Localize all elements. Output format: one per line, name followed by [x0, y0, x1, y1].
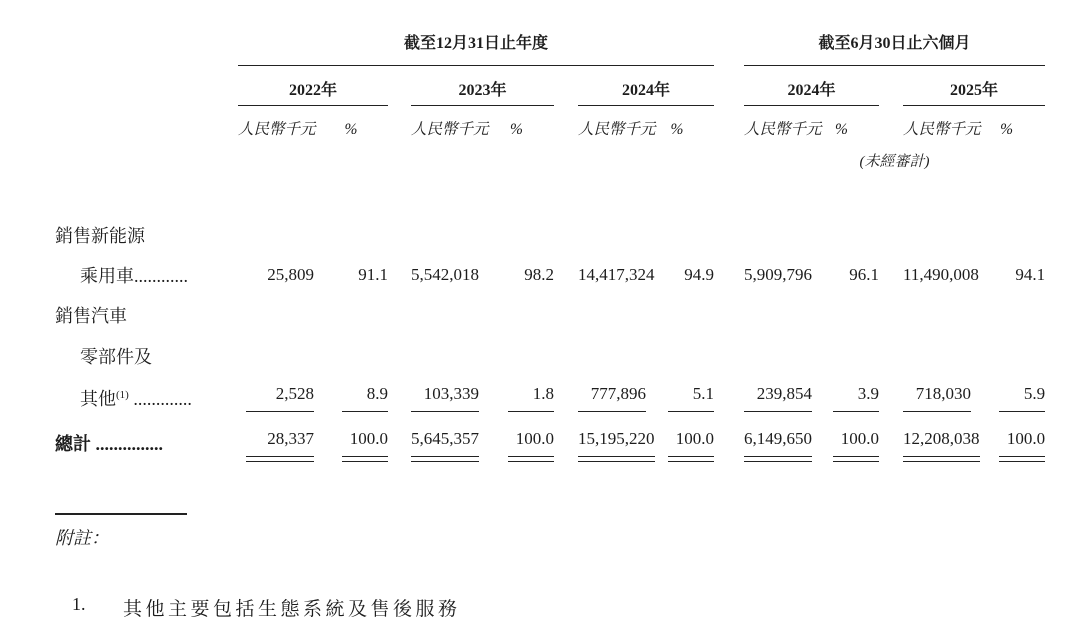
total-percent-2024-interim: 100.0 [804, 419, 879, 467]
amount-cell-2024: 777,896 [578, 377, 640, 419]
unit-pct-2024: % [670, 121, 684, 138]
amount-cell-2023: 5,542,018 [411, 265, 479, 284]
spacer-row [55, 175, 1045, 215]
total-amount-2025-interim: 12,208,038 [903, 419, 968, 467]
amount-cell-2024-interim: 5,909,796 [744, 265, 813, 284]
total-percent-2024: 100.0 [640, 419, 714, 467]
year-header-2024: 2024年 [578, 65, 714, 105]
period-header-annual: 截至12月31日止年度 [238, 20, 714, 65]
percent-cell-2023: 1.8 [479, 377, 554, 419]
table-row [55, 377, 1045, 419]
footnotes-section [55, 513, 1080, 621]
year-header-2022: 2022年 [238, 65, 388, 105]
period-header-row [55, 20, 1045, 65]
percent-cell-2022: 8.9 [314, 377, 388, 419]
total-row [55, 419, 1045, 467]
percent-cell-2024: 94.9 [684, 265, 715, 284]
total-percent-2025-interim: 100.0 [968, 419, 1045, 467]
footnote-number: 1. [72, 594, 86, 614]
total-amount-2024-interim: 6,149,650 [744, 419, 804, 467]
amount-cell-2024-interim: 239,854 [744, 377, 804, 419]
unit-rmb-2024-interim: 人民幣千元 [744, 121, 822, 138]
unit-rmb-2025-interim: 人民幣千元 [903, 121, 981, 138]
footnote-item [72, 594, 1080, 621]
unit-rmb-2023: 人民幣千元 [411, 121, 489, 138]
percent-cell-2025-interim: 5.9 [968, 377, 1045, 419]
table-row [55, 215, 1045, 255]
footnote-text: 其他主要包括生態系統及售後服務 [123, 599, 461, 620]
dot-leader: ............... [91, 434, 163, 454]
total-amount-2024: 15,195,220 [578, 419, 640, 467]
amount-cell-2025-interim: 11,490,008 [903, 265, 979, 284]
percent-cell-2024-interim: 3.9 [804, 377, 879, 419]
amount-cell-2022: 25,809 [267, 265, 314, 284]
row-label-others: 其他$^{(1)}$ ............. [80, 389, 192, 409]
footnotes-heading: 附註： [55, 528, 109, 548]
table-row [55, 335, 1045, 377]
total-amount-2023: 5,645,357 [411, 419, 479, 467]
percent-cell-2023: 98.2 [524, 265, 554, 284]
unit-pct-2024-interim: % [835, 121, 848, 138]
unit-header-row [55, 105, 1045, 145]
note-reference: (1) [116, 389, 129, 401]
row-label-parts-line2: 零部件及 [80, 347, 152, 367]
amount-cell-2025-interim: 718,030 [903, 377, 968, 419]
table-row [55, 295, 1045, 335]
dot-leader: ............ [134, 266, 188, 286]
percent-cell-2022: 91.1 [358, 265, 388, 284]
year-header-2024-interim: 2024年 [744, 65, 879, 105]
percent-cell-2025-interim: 94.1 [1015, 265, 1046, 284]
unit-pct-2025-interim: % [1000, 121, 1013, 138]
unit-rmb-2022: 人民幣千元 [238, 121, 316, 138]
revenue-breakdown-table [55, 20, 1045, 467]
amount-cell-2024: 14,417,324 [578, 265, 655, 284]
table-row [55, 255, 1045, 295]
total-percent-2023: 100.0 [479, 419, 554, 467]
row-label-passenger-vehicles: 乘用車............ [80, 266, 188, 286]
unit-pct-2022: % [344, 121, 358, 138]
unaudited-label: (未經審計) [859, 153, 930, 170]
row-label-auto-sales-line1: 銷售汽車 [55, 306, 127, 326]
percent-cell-2024-interim: 96.1 [849, 265, 880, 284]
amount-cell-2023: 103,339 [411, 377, 479, 419]
percent-cell-2024: 5.1 [640, 377, 714, 419]
row-label-total: 總計 ............... [55, 434, 163, 454]
period-header-interim: 截至6月30日止六個月 [744, 20, 1045, 65]
label-column-spacer [55, 20, 238, 65]
unit-pct-2023: % [510, 121, 523, 138]
row-label-nev-sales-line1: 銷售新能源 [55, 226, 145, 246]
dot-leader: ............. [128, 389, 192, 409]
footnote-divider [55, 513, 187, 515]
amount-cell-2022: 2,528 [238, 377, 314, 419]
year-header-2025-interim: 2025年 [903, 65, 1045, 105]
unaudited-row [55, 145, 1045, 175]
total-amount-2022: 28,337 [238, 419, 314, 467]
year-header-2023: 2023年 [411, 65, 554, 105]
unit-rmb-2024: 人民幣千元 [578, 121, 656, 138]
year-header-row [55, 65, 1045, 105]
section-gap [714, 20, 744, 65]
total-percent-2022: 100.0 [314, 419, 388, 467]
